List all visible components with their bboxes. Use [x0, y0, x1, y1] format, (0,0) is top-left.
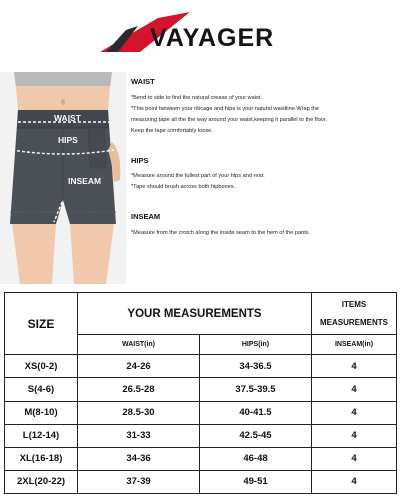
- waist-label: WAIST: [54, 113, 81, 123]
- table-row: [5, 378, 397, 401]
- hips-label: HIPS: [58, 135, 78, 145]
- waist-instruction-line: Keep the tape comfortably loose.: [131, 127, 213, 134]
- table-row: [5, 401, 397, 424]
- table-row: [5, 355, 397, 378]
- hips-heading: HIPS: [131, 155, 149, 165]
- inseam-cell: 4: [312, 470, 397, 493]
- brand-logo: [98, 8, 308, 58]
- size-cell: M(8-10): [5, 401, 78, 424]
- table-row: [5, 447, 397, 470]
- inseam-cell: 4: [312, 401, 397, 424]
- waist-cell: 34-36: [78, 447, 200, 470]
- measurements-header-line: MEASUREMENTS: [319, 317, 388, 327]
- hips-cell: 42.5-45: [200, 424, 312, 447]
- size-cell: L(12-14): [5, 424, 78, 447]
- hips-cell: 46-48: [200, 447, 312, 470]
- waist-cell: 24-26: [78, 355, 200, 378]
- hips-instruction-line: *Measure around the fullest part of your hips and rear.: [131, 173, 265, 179]
- inseam-instruction-line: *Measure from the crotch along the inside seam to the hem of the pants.: [131, 229, 311, 236]
- size-cell: XL(16-18): [5, 447, 78, 470]
- inseam-cell: 4: [312, 424, 397, 447]
- items-header-line: ITEMS: [341, 299, 367, 309]
- measurement-instructions: [131, 78, 397, 239]
- hips-cell: 40-41.5: [200, 401, 312, 424]
- hips-column-header: HIPS(in): [200, 335, 312, 355]
- hips-cell: 34-36.5: [200, 355, 312, 378]
- items-measurements-header: [312, 293, 397, 335]
- hips-instruction-line: *Tape should brush across both hipbones.: [131, 184, 236, 190]
- waist-instruction-line: *Bend to side to find the natural crease of your waist.: [131, 94, 262, 101]
- waist-cell: 26.5-28: [78, 378, 200, 401]
- waist-cell: 37-39: [78, 470, 200, 493]
- model-photo: [0, 72, 126, 284]
- waist-instruction-line: measuring tape all the the way around your waist,keeping it parallel to the floor.: [131, 116, 327, 123]
- size-chart-table: [4, 292, 397, 494]
- table-row: [5, 470, 397, 493]
- table-header-row: [5, 293, 397, 335]
- waist-heading: WAIST: [131, 77, 155, 86]
- waist-cell: 28.5-30: [78, 401, 200, 424]
- waist-column-header: WAIST(in): [78, 335, 200, 355]
- size-cell: 2XL(20-22): [5, 470, 78, 493]
- table-row: [5, 424, 397, 447]
- shorts-model-illustration: [0, 72, 126, 284]
- your-measurements-header: YOUR MEASUREMENTS: [78, 293, 312, 335]
- inseam-column-header: INSEAM(in): [312, 335, 397, 355]
- inseam-heading: INSEAM: [131, 212, 161, 221]
- brand-name: VAYAGER: [150, 24, 275, 52]
- inseam-cell: 4: [312, 378, 397, 401]
- size-column-header: SIZE: [5, 293, 78, 355]
- inseam-cell: 4: [312, 355, 397, 378]
- waist-cell: 31-33: [78, 424, 200, 447]
- waist-instruction-line: *This point between your ribcage and hips is your natural waistline.Wrap the: [131, 105, 320, 112]
- hips-cell: 49-51: [200, 470, 312, 493]
- size-cell: S(4-6): [5, 378, 78, 401]
- inseam-label: INSEAM: [68, 176, 102, 186]
- inseam-cell: 4: [312, 447, 397, 470]
- hips-cell: 37.5-39.5: [200, 378, 312, 401]
- size-cell: XS(0-2): [5, 355, 78, 378]
